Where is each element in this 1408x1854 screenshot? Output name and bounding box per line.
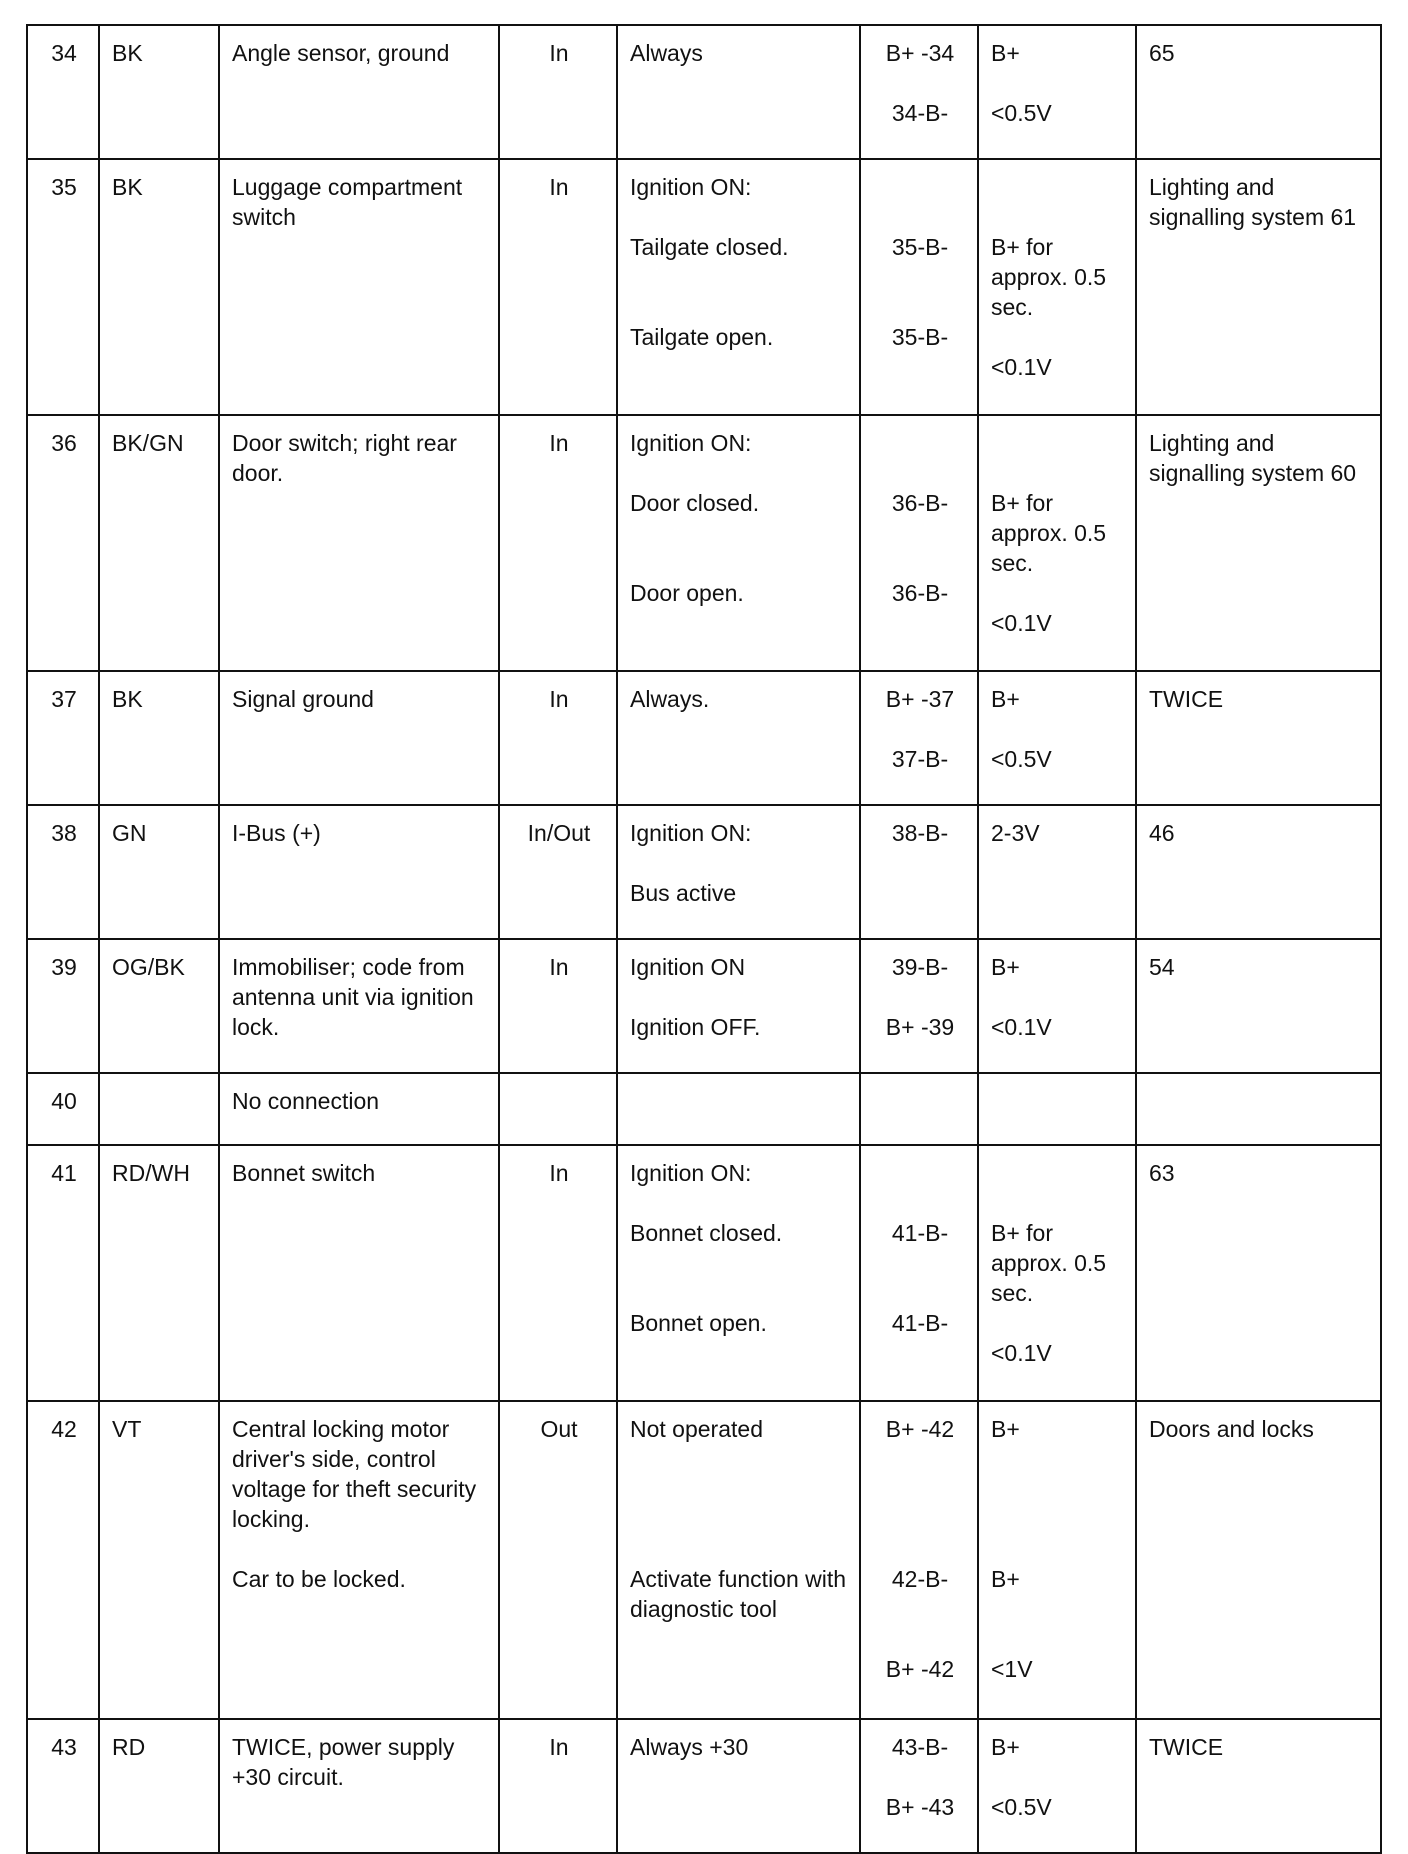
spacer	[630, 982, 849, 1012]
test-condition-line: Tailgate closed.	[630, 234, 789, 260]
nominal-value-line: <1V	[991, 1656, 1033, 1682]
spacer	[991, 1308, 1125, 1338]
spacer	[991, 1594, 1125, 1624]
test-condition	[617, 1073, 860, 1145]
pin-number-text: 39	[51, 954, 77, 980]
spacer	[873, 1444, 967, 1474]
wire-color-text: BK	[112, 40, 143, 66]
spacer	[873, 1278, 967, 1308]
pin-description	[219, 415, 499, 671]
spacer	[991, 172, 1125, 202]
table-row	[27, 159, 1381, 415]
table-body	[27, 25, 1381, 1853]
signal-direction-text: In	[549, 430, 569, 456]
signal-direction-text: In	[549, 40, 569, 66]
nominal-value-line: <0.1V	[991, 1340, 1052, 1366]
nominal-value-line: B+ for approx. 0.5 sec.	[991, 1220, 1107, 1306]
measurement-points	[860, 1073, 978, 1145]
measurement-points-line: 38-B-	[891, 820, 949, 846]
pin-number	[27, 939, 99, 1073]
spacer	[232, 1534, 488, 1564]
pin-number	[27, 25, 99, 159]
spacer	[630, 1534, 849, 1564]
wire-color	[99, 159, 219, 415]
pin-description-line: Angle sensor, ground	[232, 40, 450, 66]
pin-number-text: 35	[51, 174, 77, 200]
spacer	[991, 1474, 1125, 1504]
nominal-value-line: B+	[991, 954, 1020, 980]
measurement-points	[860, 1401, 978, 1719]
spacer	[873, 202, 967, 232]
spacer	[991, 1624, 1125, 1654]
pin-description-line: Central locking motor driver's side, control voltage for theft security locking.	[232, 1416, 477, 1532]
signal-direction-text: In	[549, 174, 569, 200]
reference	[1136, 1145, 1381, 1401]
reference-text: 63	[1149, 1160, 1175, 1186]
measurement-points-line: B+ -39	[885, 1014, 955, 1040]
nominal-value	[978, 1719, 1136, 1853]
spacer	[630, 202, 849, 232]
test-condition-line: Not operated	[630, 1416, 763, 1442]
signal-direction	[499, 671, 617, 805]
wire-color	[99, 805, 219, 939]
wire-color	[99, 671, 219, 805]
test-condition-line: Bonnet open.	[630, 1310, 767, 1336]
pin-description-line: Luggage compartment switch	[232, 174, 463, 230]
spacer	[873, 982, 967, 1012]
spacer	[991, 202, 1125, 232]
test-condition-line: Door closed.	[630, 490, 760, 516]
test-condition-line: Tailgate open.	[630, 324, 774, 350]
signal-direction-text: In	[549, 1734, 569, 1760]
nominal-value-line: B+ for approx. 0.5 sec.	[991, 234, 1107, 320]
pin-description	[219, 1073, 499, 1145]
reference-text: 54	[1149, 954, 1175, 980]
measurement-points-line: 43-B-	[891, 1734, 949, 1760]
signal-direction-text: Out	[540, 1416, 578, 1442]
measurement-points-line: 41-B-	[891, 1220, 949, 1246]
test-condition	[617, 159, 860, 415]
measurement-points-line: 35-B-	[891, 234, 949, 260]
signal-direction	[499, 805, 617, 939]
spacer	[873, 1624, 967, 1654]
wire-color	[99, 1719, 219, 1853]
table-row	[27, 25, 1381, 159]
reference-text: Doors and locks	[1149, 1416, 1314, 1442]
spacer	[630, 1444, 849, 1474]
pin-number	[27, 1145, 99, 1401]
nominal-value-line: B+	[991, 1734, 1020, 1760]
reference-text: TWICE	[1149, 1734, 1224, 1760]
test-condition-line: Always.	[630, 686, 710, 712]
reference	[1136, 671, 1381, 805]
wire-color-text: GN	[112, 820, 147, 846]
test-condition	[617, 415, 860, 671]
pin-number	[27, 159, 99, 415]
measurement-points-line: B+ -43	[885, 1794, 955, 1820]
nominal-value	[978, 415, 1136, 671]
test-condition-line: Ignition ON:	[630, 1160, 752, 1186]
measurement-points	[860, 1719, 978, 1853]
pin-description	[219, 805, 499, 939]
spacer	[873, 1188, 967, 1218]
measurement-points	[860, 805, 978, 939]
pin-number	[27, 1401, 99, 1719]
pin-description-line: Immobiliser; code from antenna unit via ignition lock.	[232, 954, 474, 1040]
reference	[1136, 805, 1381, 939]
pin-description-line: Car to be locked.	[232, 1566, 406, 1592]
wire-color	[99, 1401, 219, 1719]
pin-number-text: 43	[51, 1734, 77, 1760]
spacer	[630, 1474, 849, 1504]
spacer	[873, 458, 967, 488]
table-row	[27, 805, 1381, 939]
nominal-value-line: B+ for approx. 0.5 sec.	[991, 490, 1107, 576]
test-condition-line: Activate function with diagnostic tool	[630, 1566, 847, 1622]
reference	[1136, 1719, 1381, 1853]
nominal-value-line: <0.1V	[991, 1014, 1052, 1040]
spacer	[991, 68, 1125, 98]
nominal-value-line: B+	[991, 1416, 1020, 1442]
nominal-value	[978, 805, 1136, 939]
reference	[1136, 1401, 1381, 1719]
pin-number-text: 40	[51, 1088, 77, 1114]
test-condition	[617, 1145, 860, 1401]
spacer	[873, 172, 967, 202]
reference-text: 46	[1149, 820, 1175, 846]
measurement-points-line: B+ -42	[885, 1416, 955, 1442]
nominal-value-line: B+	[991, 1566, 1020, 1592]
pin-description-line: Bonnet switch	[232, 1160, 376, 1186]
spacer	[630, 1248, 849, 1278]
reference-text: 65	[1149, 40, 1175, 66]
spacer	[873, 1504, 967, 1534]
pin-number	[27, 805, 99, 939]
reference-text: TWICE	[1149, 686, 1224, 712]
spacer	[873, 1594, 967, 1624]
measurement-points	[860, 415, 978, 671]
spacer	[873, 1534, 967, 1564]
pin-number	[27, 671, 99, 805]
test-condition-line: Ignition ON:	[630, 174, 752, 200]
pin-description-line: TWICE, power supply +30 circuit.	[232, 1734, 455, 1790]
wire-color-text: VT	[112, 1416, 142, 1442]
test-condition	[617, 25, 860, 159]
spacer	[991, 1534, 1125, 1564]
pin-description	[219, 939, 499, 1073]
nominal-value-line: <0.5V	[991, 746, 1052, 772]
signal-direction	[499, 1719, 617, 1853]
wire-color-text: BK	[112, 174, 143, 200]
test-condition-line: Ignition ON:	[630, 820, 752, 846]
nominal-value-line: <0.1V	[991, 354, 1052, 380]
spacer	[991, 1762, 1125, 1792]
signal-direction-text: In	[549, 954, 569, 980]
test-condition-line: Always +30	[630, 1734, 749, 1760]
measurement-points-line: 36-B-	[891, 580, 949, 606]
nominal-value-line: <0.5V	[991, 1794, 1052, 1820]
nominal-value-line: 2-3V	[991, 820, 1040, 846]
spacer	[991, 578, 1125, 608]
reference	[1136, 159, 1381, 415]
spacer	[630, 1278, 849, 1308]
signal-direction	[499, 25, 617, 159]
pin-description	[219, 1719, 499, 1853]
test-condition	[617, 805, 860, 939]
spacer	[873, 1248, 967, 1278]
spacer	[873, 518, 967, 548]
nominal-value	[978, 1401, 1136, 1719]
measurement-points-line: 34-B-	[891, 100, 949, 126]
pin-description-line: Signal ground	[232, 686, 374, 712]
test-condition	[617, 1719, 860, 1853]
spacer	[873, 1158, 967, 1188]
spacer	[630, 262, 849, 292]
test-condition-line: Bus active	[630, 880, 737, 906]
reference	[1136, 415, 1381, 671]
spacer	[991, 1444, 1125, 1474]
nominal-value	[978, 1145, 1136, 1401]
wire-color-text: BK	[112, 686, 143, 712]
spacer	[873, 1762, 967, 1792]
spacer	[873, 714, 967, 744]
reference	[1136, 1073, 1381, 1145]
test-condition-line: Door open.	[630, 580, 744, 606]
reference	[1136, 939, 1381, 1073]
measurement-points	[860, 939, 978, 1073]
signal-direction	[499, 159, 617, 415]
signal-direction	[499, 1073, 617, 1145]
table-row	[27, 1719, 1381, 1853]
spacer	[991, 428, 1125, 458]
spacer	[873, 292, 967, 322]
spacer	[991, 1504, 1125, 1534]
pin-description	[219, 159, 499, 415]
test-condition-line: Always	[630, 40, 703, 66]
pin-number	[27, 1719, 99, 1853]
test-condition-line: Ignition ON	[630, 954, 746, 980]
nominal-value-line: <0.1V	[991, 610, 1052, 636]
pin-description	[219, 25, 499, 159]
test-condition	[617, 1401, 860, 1719]
test-condition-line: Bonnet closed.	[630, 1220, 783, 1246]
reference	[1136, 25, 1381, 159]
wire-color	[99, 415, 219, 671]
measurement-points-line: B+ -37	[885, 686, 955, 712]
measurement-points-line: 36-B-	[891, 490, 949, 516]
pin-assignment-table	[26, 24, 1382, 1854]
test-condition-line: Ignition ON:	[630, 430, 752, 456]
pin-number	[27, 1073, 99, 1145]
test-condition	[617, 939, 860, 1073]
spacer	[630, 1504, 849, 1534]
spacer	[991, 322, 1125, 352]
measurement-points	[860, 159, 978, 415]
signal-direction	[499, 415, 617, 671]
nominal-value-line: <0.5V	[991, 100, 1052, 126]
wire-color	[99, 1073, 219, 1145]
pin-number-text: 37	[51, 686, 77, 712]
signal-direction	[499, 1401, 617, 1719]
spacer	[630, 518, 849, 548]
spacer	[630, 292, 849, 322]
spacer	[991, 458, 1125, 488]
spacer	[991, 982, 1125, 1012]
nominal-value-line: B+	[991, 40, 1020, 66]
pin-number-text: 41	[51, 1160, 77, 1186]
nominal-value	[978, 25, 1136, 159]
measurement-points-line: 42-B-	[891, 1566, 949, 1592]
table-row	[27, 1145, 1381, 1401]
pin-number	[27, 415, 99, 671]
table-row	[27, 1401, 1381, 1719]
spacer	[630, 848, 849, 878]
spacer	[873, 262, 967, 292]
spacer	[630, 1188, 849, 1218]
measurement-points-line: B+ -34	[885, 40, 955, 66]
nominal-value	[978, 939, 1136, 1073]
spacer	[873, 428, 967, 458]
nominal-value	[978, 1073, 1136, 1145]
measurement-points	[860, 671, 978, 805]
wire-color-text: RD/WH	[112, 1160, 190, 1186]
measurement-points-line: 41-B-	[891, 1310, 949, 1336]
table-row	[27, 671, 1381, 805]
spacer	[991, 1188, 1125, 1218]
signal-direction-text: In/Out	[527, 820, 591, 846]
spacer	[991, 1158, 1125, 1188]
spacer	[873, 1474, 967, 1504]
table-row	[27, 1073, 1381, 1145]
nominal-value	[978, 671, 1136, 805]
wire-color	[99, 25, 219, 159]
signal-direction-text: In	[549, 1160, 569, 1186]
pin-number-text: 38	[51, 820, 77, 846]
measurement-points-line: 37-B-	[891, 746, 949, 772]
wire-color-text: OG/BK	[112, 954, 185, 980]
pin-description-line: No connection	[232, 1088, 380, 1114]
table-row	[27, 939, 1381, 1073]
signal-direction	[499, 1145, 617, 1401]
spacer	[873, 68, 967, 98]
pin-description-line: Door switch; right rear door.	[232, 430, 457, 486]
wire-color-text: RD	[112, 1734, 146, 1760]
spacer	[630, 548, 849, 578]
test-condition	[617, 671, 860, 805]
signal-direction	[499, 939, 617, 1073]
table-row	[27, 415, 1381, 671]
reference-text: Lighting and signalling system 61	[1149, 174, 1357, 230]
wire-color	[99, 939, 219, 1073]
nominal-value	[978, 159, 1136, 415]
pin-description-line: I-Bus (+)	[232, 820, 321, 846]
spacer	[873, 548, 967, 578]
wire-color-text: BK/GN	[112, 430, 184, 456]
spacer	[991, 714, 1125, 744]
measurement-points	[860, 1145, 978, 1401]
pin-description	[219, 671, 499, 805]
pin-number-text: 42	[51, 1416, 77, 1442]
pin-description	[219, 1401, 499, 1719]
signal-direction-text: In	[549, 686, 569, 712]
reference-text: Lighting and signalling system 60	[1149, 430, 1357, 486]
pin-number-text: 36	[51, 430, 77, 456]
measurement-points	[860, 25, 978, 159]
wire-color	[99, 1145, 219, 1401]
measurement-points-line: B+ -42	[885, 1656, 955, 1682]
measurement-points-line: 39-B-	[891, 954, 949, 980]
pin-number-text: 34	[51, 40, 77, 66]
nominal-value-line: B+	[991, 686, 1020, 712]
spacer	[630, 458, 849, 488]
measurement-points-line: 35-B-	[891, 324, 949, 350]
pin-description	[219, 1145, 499, 1401]
test-condition-line: Ignition OFF.	[630, 1014, 761, 1040]
